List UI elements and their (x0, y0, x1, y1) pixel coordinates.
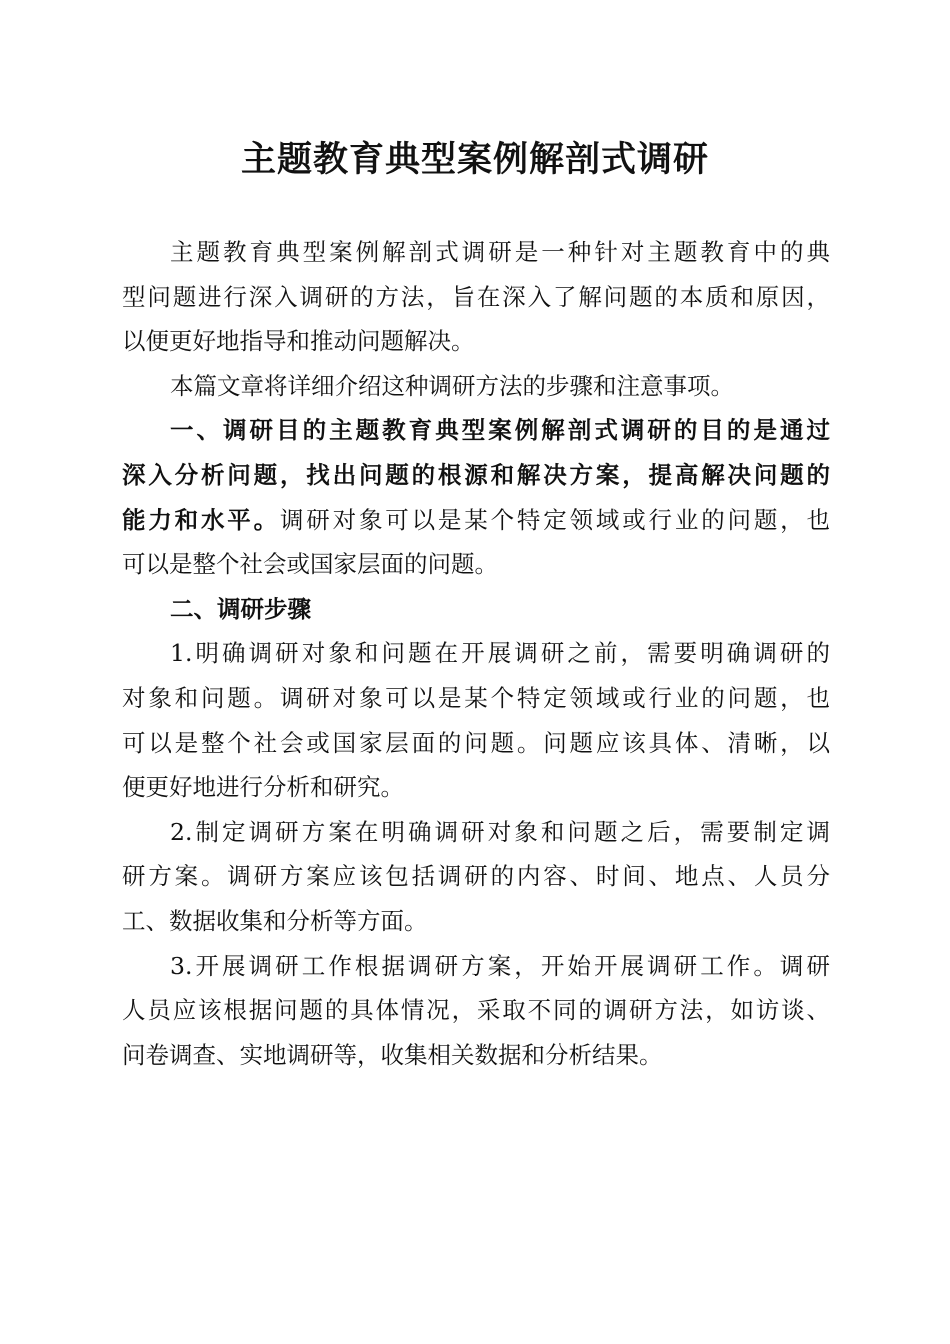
text-line (122, 453, 830, 498)
body-text: 主题教育典型案例解剖式调研是一种针对主题教育中的典 (170, 238, 830, 266)
text-line (122, 944, 830, 989)
paragraph (122, 810, 830, 944)
text-line (122, 319, 830, 364)
body-text: 可以是整个社会或国家层面的问题。 (122, 550, 498, 579)
paragraph (122, 587, 830, 632)
body-text: 研方案。调研方案应该包括调研的内容、时间、地点、人员分 (122, 862, 830, 891)
text-line (122, 408, 830, 453)
body-text: 可以是整个社会或国家层面的问题。问题应该具体、清晰，以 (122, 728, 830, 757)
body-text: 3.开展调研工作根据调研方案，开始开展调研工作。调研 (170, 951, 830, 980)
bold-text: 深入分析问题，找出问题的根源和解决方案，提高解决问题的 (122, 460, 830, 489)
bold-text: 一、调研目的主题教育典型案例解剖式调研的目的是通过 (170, 416, 830, 445)
text-line (122, 765, 830, 810)
text-line (122, 899, 830, 944)
text-line (122, 810, 830, 855)
text-line (122, 275, 830, 320)
paragraph (122, 944, 830, 1078)
text-line (122, 631, 830, 676)
paragraph (122, 364, 830, 409)
paragraph (122, 230, 830, 364)
paragraph (122, 408, 830, 586)
bold-text: 能力和水平。 (122, 505, 280, 534)
document-body (122, 230, 830, 1077)
text-line (122, 587, 830, 632)
text-line (122, 854, 830, 899)
text-line (122, 676, 830, 721)
body-text: 型问题进行深入调研的方法，旨在深入了解问题的本质和原因， (122, 282, 830, 311)
body-text: 2.制定调研方案在明确调研对象和问题之后，需要制定调 (170, 817, 830, 846)
body-text: 工、数据收集和分析等方面。 (122, 906, 428, 935)
text-line (122, 230, 830, 275)
text-line (122, 1033, 830, 1078)
body-text: 对象和问题。调研对象可以是某个特定领域或行业的问题，也 (122, 683, 830, 712)
body-text: 本篇文章将详细介绍这种调研方法的步骤和注意事项。 (170, 371, 734, 400)
body-text: 问卷调查、实地调研等，收集相关数据和分析结果。 (122, 1040, 663, 1069)
body-text: 调研对象可以是某个特定领域或行业的问题，也 (279, 505, 831, 534)
text-line (122, 988, 830, 1033)
paragraph (122, 631, 830, 809)
body-text: 人员应该根据问题的具体情况，采取不同的调研方法，如访谈、 (122, 996, 830, 1025)
document-title: 主题教育典型案例解剖式调研 (240, 139, 709, 180)
text-line (122, 364, 830, 409)
bold-text: 二、调研步骤 (170, 594, 311, 623)
text-line (122, 721, 830, 766)
body-text: 便更好地进行分析和研究。 (122, 773, 404, 802)
text-line (122, 498, 830, 543)
body-text: 以便更好地指导和推动问题解决。 (122, 327, 475, 356)
text-line (122, 542, 830, 587)
body-text: 1.明确调研对象和问题在开展调研之前，需要明确调研的 (170, 639, 830, 668)
